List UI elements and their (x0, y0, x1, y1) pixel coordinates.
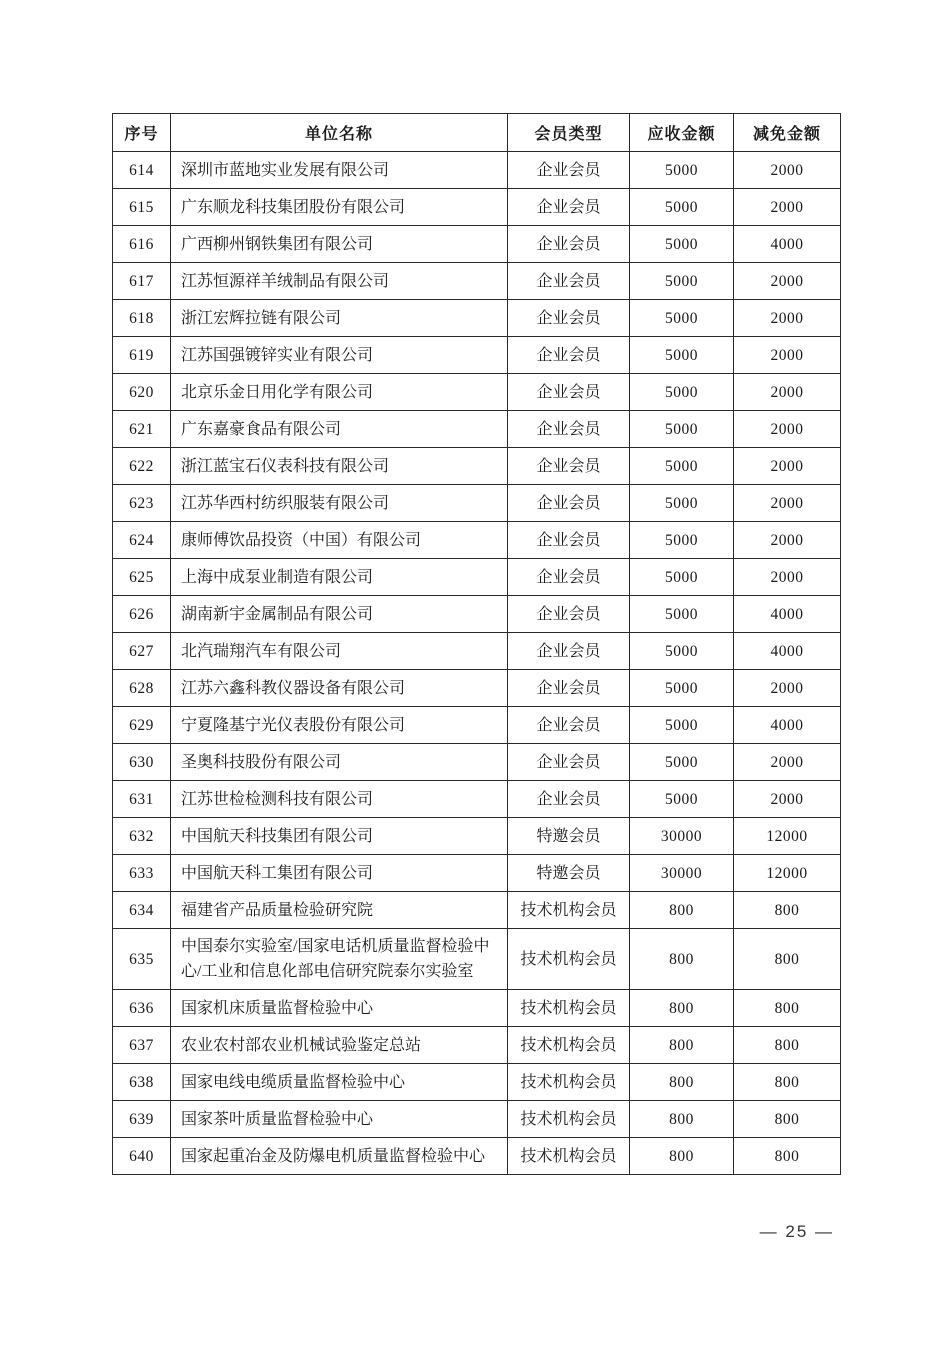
cell-no: 624 (113, 522, 171, 559)
cell-amount-reduced: 4000 (734, 707, 841, 744)
cell-member-type: 企业会员 (508, 596, 630, 633)
cell-name: 浙江蓝宝石仪表科技有限公司 (171, 448, 508, 485)
cell-member-type: 技术机构会员 (508, 1138, 630, 1175)
cell-no: 639 (113, 1101, 171, 1138)
cell-member-type: 企业会员 (508, 300, 630, 337)
cell-amount-due: 800 (630, 990, 734, 1027)
cell-no: 640 (113, 1138, 171, 1175)
column-header-name: 单位名称 (171, 114, 508, 152)
cell-no: 620 (113, 374, 171, 411)
cell-no: 638 (113, 1064, 171, 1101)
cell-amount-reduced: 800 (734, 1101, 841, 1138)
table-row (113, 1138, 841, 1175)
cell-amount-due: 5000 (630, 707, 734, 744)
table-row (113, 300, 841, 337)
table-row (113, 670, 841, 707)
cell-amount-due: 5000 (630, 781, 734, 818)
cell-name: 浙江宏辉拉链有限公司 (171, 300, 508, 337)
cell-amount-due: 5000 (630, 596, 734, 633)
cell-no: 621 (113, 411, 171, 448)
table-body (113, 152, 841, 1175)
cell-member-type: 特邀会员 (508, 818, 630, 855)
cell-member-type: 企业会员 (508, 485, 630, 522)
cell-member-type: 技术机构会员 (508, 1101, 630, 1138)
cell-amount-reduced: 2000 (734, 448, 841, 485)
cell-amount-due: 800 (630, 892, 734, 929)
cell-name: 中国航天科技集团有限公司 (171, 818, 508, 855)
cell-no: 623 (113, 485, 171, 522)
cell-name: 江苏国强镀锌实业有限公司 (171, 337, 508, 374)
cell-name: 福建省产品质量检验研究院 (171, 892, 508, 929)
cell-amount-due: 800 (630, 929, 734, 990)
cell-amount-due: 800 (630, 1027, 734, 1064)
cell-member-type: 技术机构会员 (508, 1064, 630, 1101)
cell-member-type: 企业会员 (508, 522, 630, 559)
cell-amount-due: 5000 (630, 633, 734, 670)
cell-name: 江苏世检检测科技有限公司 (171, 781, 508, 818)
cell-amount-due: 5000 (630, 263, 734, 300)
cell-no: 619 (113, 337, 171, 374)
cell-no: 634 (113, 892, 171, 929)
cell-no: 636 (113, 990, 171, 1027)
cell-amount-due: 5000 (630, 226, 734, 263)
table-row (113, 1101, 841, 1138)
cell-amount-reduced: 2000 (734, 559, 841, 596)
cell-name: 深圳市蓝地实业发展有限公司 (171, 152, 508, 189)
cell-amount-reduced: 2000 (734, 485, 841, 522)
table-row (113, 411, 841, 448)
table-row (113, 929, 841, 990)
table-row (113, 337, 841, 374)
cell-name: 国家起重冶金及防爆电机质量监督检验中心 (171, 1138, 508, 1175)
table-row (113, 152, 841, 189)
cell-no: 627 (113, 633, 171, 670)
cell-no: 629 (113, 707, 171, 744)
cell-amount-due: 30000 (630, 855, 734, 892)
table-row (113, 559, 841, 596)
table-row (113, 485, 841, 522)
cell-amount-due: 5000 (630, 559, 734, 596)
cell-name: 圣奥科技股份有限公司 (171, 744, 508, 781)
cell-amount-reduced: 2000 (734, 411, 841, 448)
cell-amount-reduced: 4000 (734, 633, 841, 670)
cell-name: 宁夏隆基宁光仪表股份有限公司 (171, 707, 508, 744)
cell-name: 北京乐金日用化学有限公司 (171, 374, 508, 411)
cell-no: 637 (113, 1027, 171, 1064)
cell-member-type: 技术机构会员 (508, 990, 630, 1027)
cell-no: 628 (113, 670, 171, 707)
table-row (113, 1064, 841, 1101)
cell-no: 633 (113, 855, 171, 892)
cell-amount-due: 5000 (630, 300, 734, 337)
table-row (113, 892, 841, 929)
table-row (113, 818, 841, 855)
membership-fee-table (112, 113, 841, 1175)
cell-amount-reduced: 800 (734, 990, 841, 1027)
cell-member-type: 技术机构会员 (508, 929, 630, 990)
cell-no: 618 (113, 300, 171, 337)
table-row (113, 855, 841, 892)
cell-name: 广东嘉豪食品有限公司 (171, 411, 508, 448)
cell-amount-due: 800 (630, 1138, 734, 1175)
table-row (113, 189, 841, 226)
cell-member-type: 企业会员 (508, 559, 630, 596)
cell-name: 国家茶叶质量监督检验中心 (171, 1101, 508, 1138)
table-row (113, 1027, 841, 1064)
cell-name: 农业农村部农业机械试验鉴定总站 (171, 1027, 508, 1064)
cell-amount-reduced: 800 (734, 892, 841, 929)
cell-no: 617 (113, 263, 171, 300)
table-row (113, 448, 841, 485)
column-header-member-type: 会员类型 (508, 114, 630, 152)
table-row (113, 596, 841, 633)
cell-member-type: 企业会员 (508, 152, 630, 189)
cell-member-type: 技术机构会员 (508, 1027, 630, 1064)
cell-no: 622 (113, 448, 171, 485)
cell-no: 626 (113, 596, 171, 633)
cell-amount-reduced: 12000 (734, 855, 841, 892)
cell-amount-due: 5000 (630, 189, 734, 226)
cell-no: 614 (113, 152, 171, 189)
cell-amount-reduced: 12000 (734, 818, 841, 855)
cell-member-type: 企业会员 (508, 448, 630, 485)
cell-amount-due: 800 (630, 1064, 734, 1101)
cell-no: 631 (113, 781, 171, 818)
cell-name: 北汽瑞翔汽车有限公司 (171, 633, 508, 670)
cell-no: 635 (113, 929, 171, 990)
cell-no: 625 (113, 559, 171, 596)
table-row (113, 707, 841, 744)
cell-member-type: 特邀会员 (508, 855, 630, 892)
column-header-amount-due: 应收金额 (630, 114, 734, 152)
cell-member-type: 企业会员 (508, 189, 630, 226)
cell-member-type: 企业会员 (508, 633, 630, 670)
cell-amount-due: 800 (630, 1101, 734, 1138)
cell-amount-reduced: 2000 (734, 189, 841, 226)
table-row (113, 522, 841, 559)
cell-name: 广西柳州钢铁集团有限公司 (171, 226, 508, 263)
cell-amount-due: 5000 (630, 337, 734, 374)
column-header-no: 序号 (113, 114, 171, 152)
cell-amount-due: 5000 (630, 744, 734, 781)
cell-name: 国家机床质量监督检验中心 (171, 990, 508, 1027)
cell-member-type: 企业会员 (508, 670, 630, 707)
cell-amount-reduced: 2000 (734, 744, 841, 781)
cell-member-type: 企业会员 (508, 707, 630, 744)
cell-no: 616 (113, 226, 171, 263)
table-row (113, 374, 841, 411)
cell-no: 630 (113, 744, 171, 781)
cell-amount-reduced: 800 (734, 1064, 841, 1101)
cell-member-type: 企业会员 (508, 226, 630, 263)
table-row (113, 744, 841, 781)
cell-amount-due: 5000 (630, 670, 734, 707)
cell-name: 江苏恒源祥羊绒制品有限公司 (171, 263, 508, 300)
cell-name: 湖南新宇金属制品有限公司 (171, 596, 508, 633)
cell-amount-due: 5000 (630, 374, 734, 411)
table-row (113, 263, 841, 300)
cell-member-type: 企业会员 (508, 263, 630, 300)
cell-amount-reduced: 4000 (734, 596, 841, 633)
cell-amount-reduced: 2000 (734, 337, 841, 374)
cell-amount-reduced: 800 (734, 929, 841, 990)
cell-name: 上海中成泵业制造有限公司 (171, 559, 508, 596)
cell-member-type: 企业会员 (508, 744, 630, 781)
cell-amount-due: 5000 (630, 152, 734, 189)
table-row (113, 226, 841, 263)
cell-amount-reduced: 800 (734, 1027, 841, 1064)
cell-member-type: 企业会员 (508, 337, 630, 374)
cell-amount-due: 5000 (630, 411, 734, 448)
cell-amount-reduced: 2000 (734, 263, 841, 300)
cell-amount-reduced: 4000 (734, 226, 841, 263)
cell-amount-reduced: 2000 (734, 300, 841, 337)
cell-amount-due: 5000 (630, 448, 734, 485)
cell-amount-reduced: 2000 (734, 374, 841, 411)
cell-amount-due: 30000 (630, 818, 734, 855)
table-row (113, 633, 841, 670)
cell-name: 中国泰尔实验室/国家电话机质量监督检验中心/工业和信息化部电信研究院泰尔实验室 (171, 929, 508, 990)
column-header-amount-reduced: 减免金额 (734, 114, 841, 152)
cell-name: 广东顺龙科技集团股份有限公司 (171, 189, 508, 226)
cell-no: 615 (113, 189, 171, 226)
cell-member-type: 企业会员 (508, 374, 630, 411)
cell-no: 632 (113, 818, 171, 855)
cell-amount-due: 5000 (630, 522, 734, 559)
cell-member-type: 企业会员 (508, 411, 630, 448)
cell-name: 国家电线电缆质量监督检验中心 (171, 1064, 508, 1101)
cell-amount-due: 5000 (630, 485, 734, 522)
cell-amount-reduced: 2000 (734, 522, 841, 559)
cell-amount-reduced: 2000 (734, 152, 841, 189)
cell-name: 江苏华西村纺织服装有限公司 (171, 485, 508, 522)
page-number: — 25 — (759, 1222, 834, 1241)
cell-name: 江苏六鑫科教仪器设备有限公司 (171, 670, 508, 707)
table-row (113, 781, 841, 818)
table-row (113, 990, 841, 1027)
cell-amount-reduced: 2000 (734, 781, 841, 818)
cell-amount-reduced: 800 (734, 1138, 841, 1175)
cell-amount-reduced: 2000 (734, 670, 841, 707)
cell-name: 中国航天科工集团有限公司 (171, 855, 508, 892)
table-header-row (113, 114, 841, 152)
cell-member-type: 技术机构会员 (508, 892, 630, 929)
cell-member-type: 企业会员 (508, 781, 630, 818)
cell-name: 康师傅饮品投资（中国）有限公司 (171, 522, 508, 559)
